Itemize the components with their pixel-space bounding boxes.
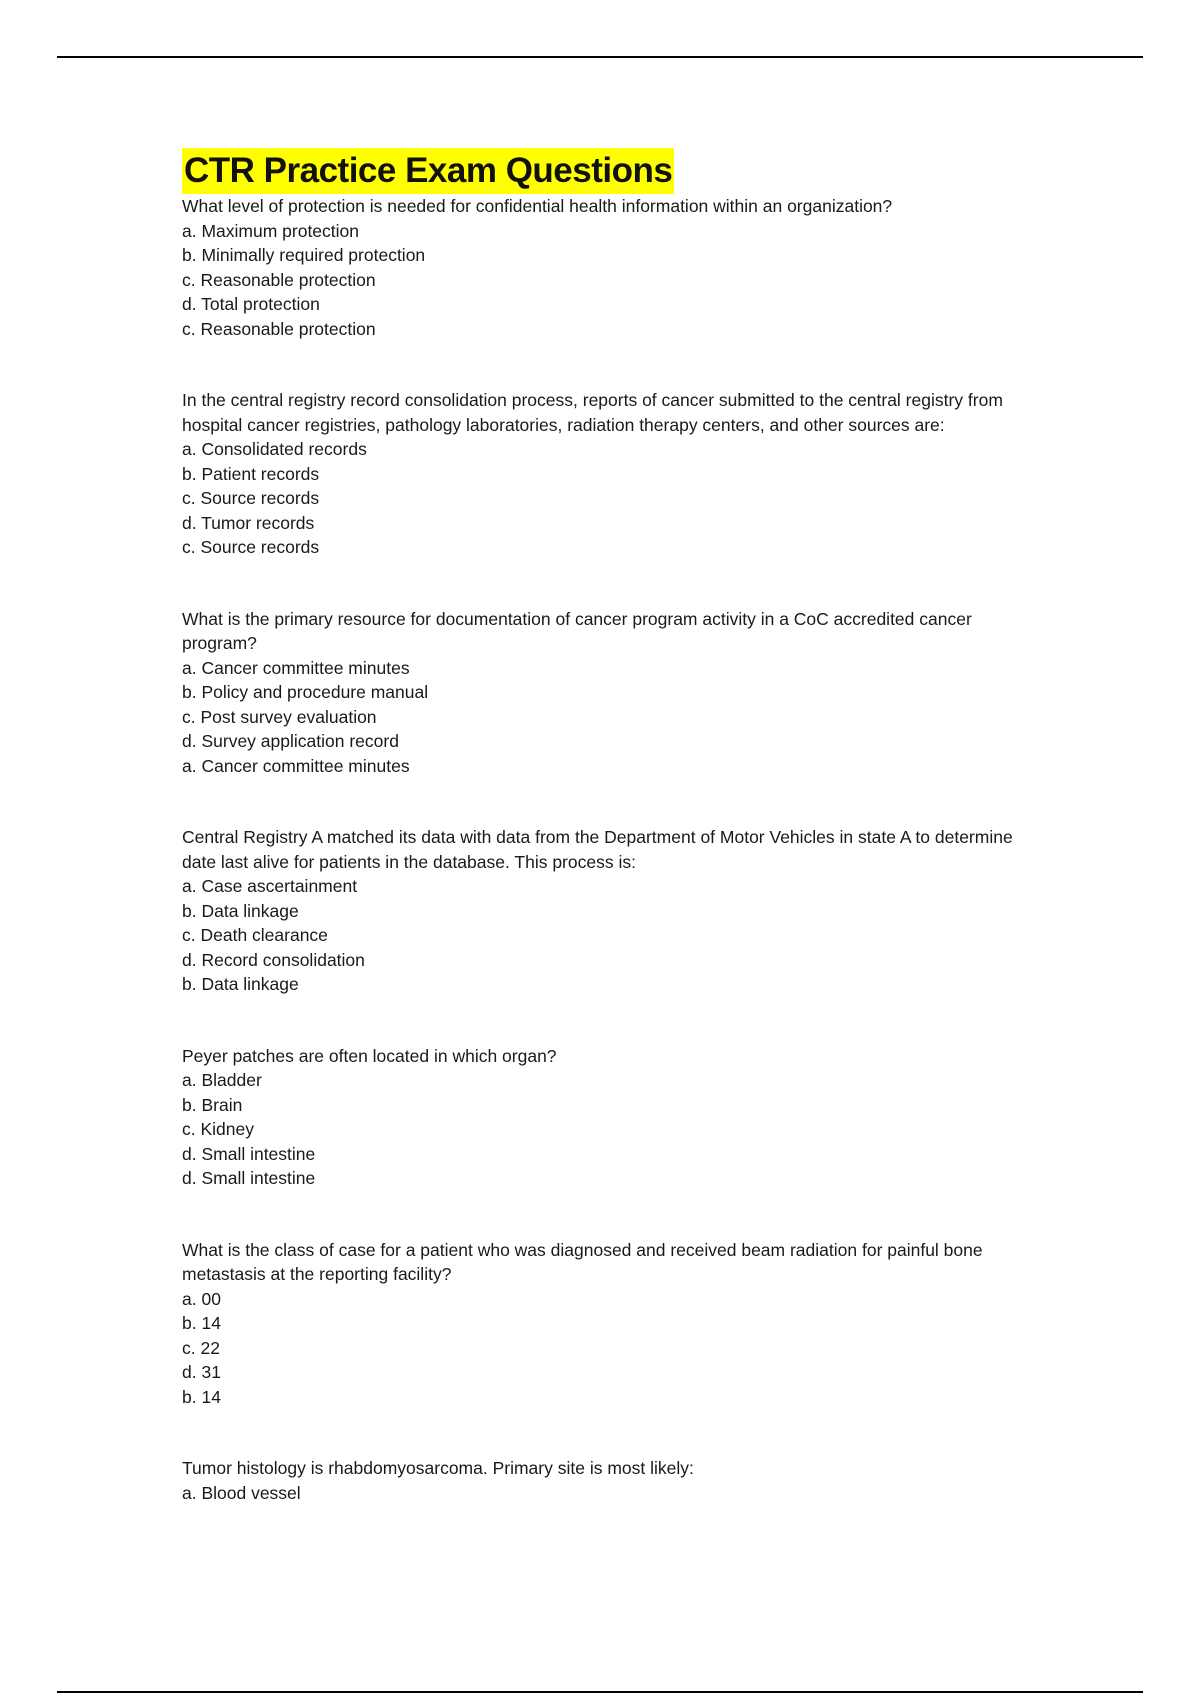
option-b: b. Patient records [182, 463, 320, 484]
question-text: Peyer patches are often located in which organ? [182, 1045, 557, 1066]
option-d: d. Total protection [182, 294, 320, 314]
option-d: d. Tumor records [182, 512, 315, 533]
option-c: c. Post survey evaluation [182, 706, 377, 727]
question-text: In the central registry record consolidation process, reports of cancer submitted to the central registry from hospital cancer registries, pathology laboratories, radiation therapy centers, and other sources are: [182, 390, 1003, 435]
answer: d. Small intestine [182, 1168, 316, 1188]
option-d: d. Record consolidation [182, 949, 365, 970]
question-6 [182, 1238, 1042, 1410]
option-c: c. Kidney [182, 1119, 254, 1139]
answer: c. Reasonable protection [182, 318, 376, 339]
document-body [182, 148, 1042, 1505]
question-1 [182, 194, 1042, 341]
option-c: c. Source records [182, 488, 320, 508]
question-3 [182, 607, 1042, 779]
option-a: a. Cancer committee minutes [182, 657, 410, 678]
question-text: What level of protection is needed for confidential health information within an organization? [182, 196, 893, 216]
question-5 [182, 1044, 1042, 1191]
answer: b. Data linkage [182, 974, 299, 994]
option-d: d. Small intestine [182, 1143, 316, 1164]
question-text: What is the primary resource for documentation of cancer program activity in a CoC accredited cancer program? [182, 608, 972, 653]
option-b: b. Brain [182, 1094, 243, 1115]
footer-rule [57, 1691, 1143, 1693]
option-b: b. Minimally required protection [182, 245, 426, 265]
question-text: Tumor histology is rhabdomyosarcoma. Primary site is most likely: [182, 1458, 694, 1478]
option-a: a. 00 [182, 1288, 221, 1309]
option-a: a. Consolidated records [182, 439, 367, 459]
answer: c. Source records [182, 537, 320, 557]
question-7 [182, 1456, 1042, 1505]
answer: b. 14 [182, 1386, 221, 1407]
page-title: CTR Practice Exam Questions [182, 148, 674, 194]
option-c: c. Death clearance [182, 925, 328, 945]
question-text: Central Registry A matched its data with data from the Department of Motor Vehicles in state A to determine date last alive for patients in the database. This process is: [182, 827, 1013, 872]
option-a: a. Bladder [182, 1070, 262, 1090]
question-text: What is the class of case for a patient who was diagnosed and received beam radiation for painful bone metastasis at the reporting facility? [182, 1239, 983, 1284]
option-a: a. Blood vessel [182, 1482, 301, 1503]
answer: a. Cancer committee minutes [182, 755, 410, 776]
option-a: a. Case ascertainment [182, 876, 358, 896]
option-d: d. 31 [182, 1362, 221, 1382]
question-4 [182, 825, 1042, 997]
option-d: d. Survey application record [182, 731, 399, 751]
option-b: b. 14 [182, 1313, 221, 1333]
question-2 [182, 388, 1042, 560]
option-c: c. Reasonable protection [182, 269, 376, 290]
option-b: b. Policy and procedure manual [182, 682, 429, 702]
header-rule [57, 56, 1143, 58]
option-c: c. 22 [182, 1337, 220, 1358]
option-a: a. Maximum protection [182, 220, 360, 241]
option-b: b. Data linkage [182, 900, 299, 921]
